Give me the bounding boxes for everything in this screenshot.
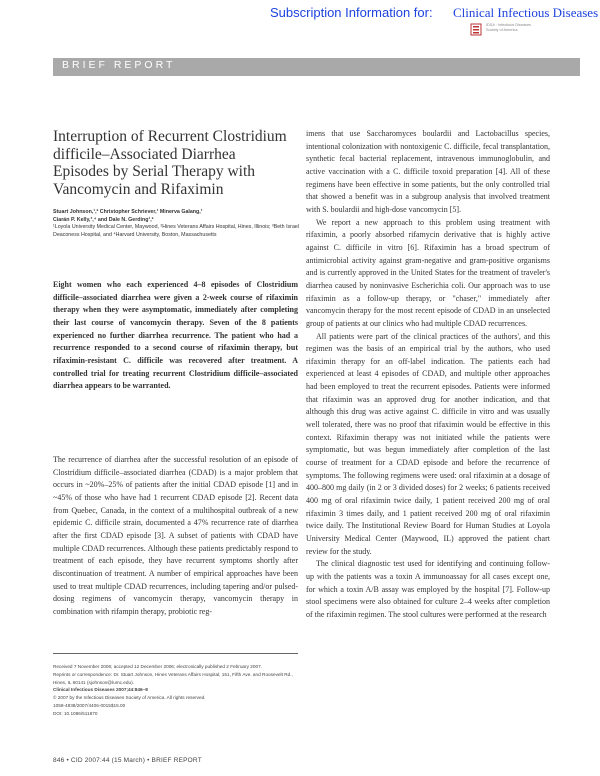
footnote-divider	[53, 653, 298, 654]
authors-block	[53, 209, 313, 239]
footnote-reprints: Reprints or correspondence: Dr. Stuart Johnson, Hines Veterans Affairs Hospital, 151, Fifth Ave. and Roosevelt Rd., Hines, IL 60141 (sjohnson@lumc.edu).	[53, 671, 293, 685]
footnote-received: Received 7 November 2006; accepted 12 December 2006; electronically published 2 February 2007.	[53, 664, 262, 669]
footnote-copyright: © 2007 by the Infectious Diseases Society of America. All rights reserved.	[53, 695, 206, 701]
publisher-line: Society of America	[486, 27, 518, 32]
body-paragraph: All patients were part of the clinical practices of the authors', and this regimen was the basis of an empirical trial by the authors, who used rifaximin therapy for an off-label indication. The patients each had experienced at least 4 episodes of CDAD, and multiple other approaches had been employed to treat the recurrent episodes. Patients were informed that rifaximin was an approved drug for another indication, and that although this drug was active against C. difficile in vitro and was usually well tolerated, there was no proof that rifaximin would be effective in this context. Rifaximin therapy was not initiated while the patients were symptomatic, but was begun immediately after completion of the last course of treatment for a CDAD episode and before the recurrence of symptoms. The following regimens were used: oral rifaximin at a dosage of 400–800 mg daily (in 2 or 3 divided doses) for 2 weeks; 6 patients received 400 mg of oral rifaximin twice daily, 1 patient received 200 mg of oral rifaximin 3 times daily, and 1 patient received 200 mg of oral rifaximin twice daily. The Institutional Review Board for Human Studies at Loyola University Medical Center (Maywood, IL) approved the patient chart review for the study.	[306, 331, 550, 556]
footnote-issn: 1058-4838/2007/4406-0015$15.00	[53, 702, 126, 708]
abstract	[53, 279, 298, 393]
affiliations: ¹Loyola University Medical Center, Maywood, ²Hines Veterans Affairs Hospital, Hines, Illinois; ³Beth Israel Deaconess Hospital, and ⁴Harvard University, Boston, Massachusetts	[53, 224, 300, 238]
footnote-journal: Clinical Infectious Diseases 2007;44:846–8	[53, 687, 148, 693]
page-footer: 846 • CID 2007:44 (15 March) • BRIEF REPORT	[53, 757, 202, 764]
subscription-info-link[interactable]: Subscription Information for:	[270, 5, 433, 20]
body-paragraph: The clinical diagnostic test used for identifying and continuing follow-up with the patients was a toxin A immunoassay for all cases except one, for which a toxin A/B assay was employed by the hospital [7]. Follow-up stool specimens were also obtained for culture 2–4 weeks after completion of the rifaximin regimen. The stool cultures were performed at the research	[306, 559, 550, 619]
authors-line: Ciarán P. Kelly,³,⁴ and Dale N. Gerding¹,²	[53, 216, 154, 223]
right-column	[306, 128, 550, 622]
article-title: Interruption of Recurrent Clostridium difficile–Associated Diarrhea Episodes by Serial Therapy with Vancomycin and Rifaximin	[53, 128, 287, 198]
body-paragraph: We report a new approach to this problem using treatment with rifaximin, a poorly absorbed rifamycin derivative that is highly active against C. difficile in vitro [6]. Rifaximin has a broad spectrum of antimicrobial activity against gram-negative and gram-positive organisms and is currently approved in the United States for the treatment of traveler's diarrhea caused by noninvasive Escherichia coli. Our approach was to use rifaximin as a follow-up therapy, or "chaser," immediately after vancomycin therapy for the most recent episode of CDAD in an unselected group of patients at our clinics who had multiple CDAD recurrences.	[306, 217, 550, 328]
journal-name-link[interactable]: Clinical Infectious Diseases	[453, 5, 599, 20]
section-banner-label: BRIEF REPORT	[62, 59, 176, 71]
publisher-text	[486, 23, 556, 33]
abstract-text: Eight women who each experienced 4–8 episodes of Clostridium difficile–associated diarrhea were given a 2-week course of rifaximin therapy when they were asymptomatic, immediately after completing their last course of vancomycin therapy. Seven of the 8 patients experienced no further diarrhea recurrence. The patient who had a recurrence responded to a second course of rifaximin therapy, but rifaximin-resistant C. difficile was recovered after treatment. A controlled trial for treating recurrent Clostridium difficile–associated diarrhea appears to be warranted.	[53, 280, 298, 391]
publisher-logo-icon	[470, 23, 482, 36]
publisher-line: IDSA · Infectious Diseases	[486, 23, 531, 27]
footnotes	[53, 663, 298, 718]
intro-paragraph	[53, 454, 298, 619]
body-paragraph: The recurrence of diarrhea after the successful resolution of an episode of Clostridium difficile–associated diarrhea (CDAD) is a major problem that occurs in ~20%–25% of patients after the initial CDAD episode [1] and in ~45% of those who have had 1 recurrent CDAD episode [2]. Recent data from Quebec, Canada, in the context of a multihospital outbreak of a new epidemic C. difficile strain, documented a 47% recurrence rate of diarrhea after the first CDAD episode [3]. A subset of patients with CDAD have multiple CDAD recurrences. Although these patients predictably respond to treatment of each episode, they have recurrent symptoms shortly after discontinuation of treatment. A number of empirical approaches have been used to treat multiple CDAD recurrences, including tapering and/or pulsed-dosing regimens of vancomycin therapy, vancomycin therapy in combination with rifampin therapy, probiotic reg-	[53, 455, 298, 616]
authors-line: Stuart Johnson,¹,² Christopher Schriever,¹ Minerva Galang,¹	[53, 209, 203, 215]
body-paragraph: imens that use Saccharomyces boulardii and Lactobacillus species, intentional colonization with nontoxigenic C. difficile, fecal transplantation, synthetic fecal bacterial replacement, intravenous immunoglobulin, and active vaccination with a C. difficile toxoid preparation [4]. All of these regimens have been effective in some patients, but the only controlled trial that showed a benefit was in a subgroup analysis that involved treatment with S. boulardii and high-dose vancomycin [5].	[306, 129, 550, 214]
footnote-doi: DOI: 10.1086/511870	[53, 710, 98, 716]
